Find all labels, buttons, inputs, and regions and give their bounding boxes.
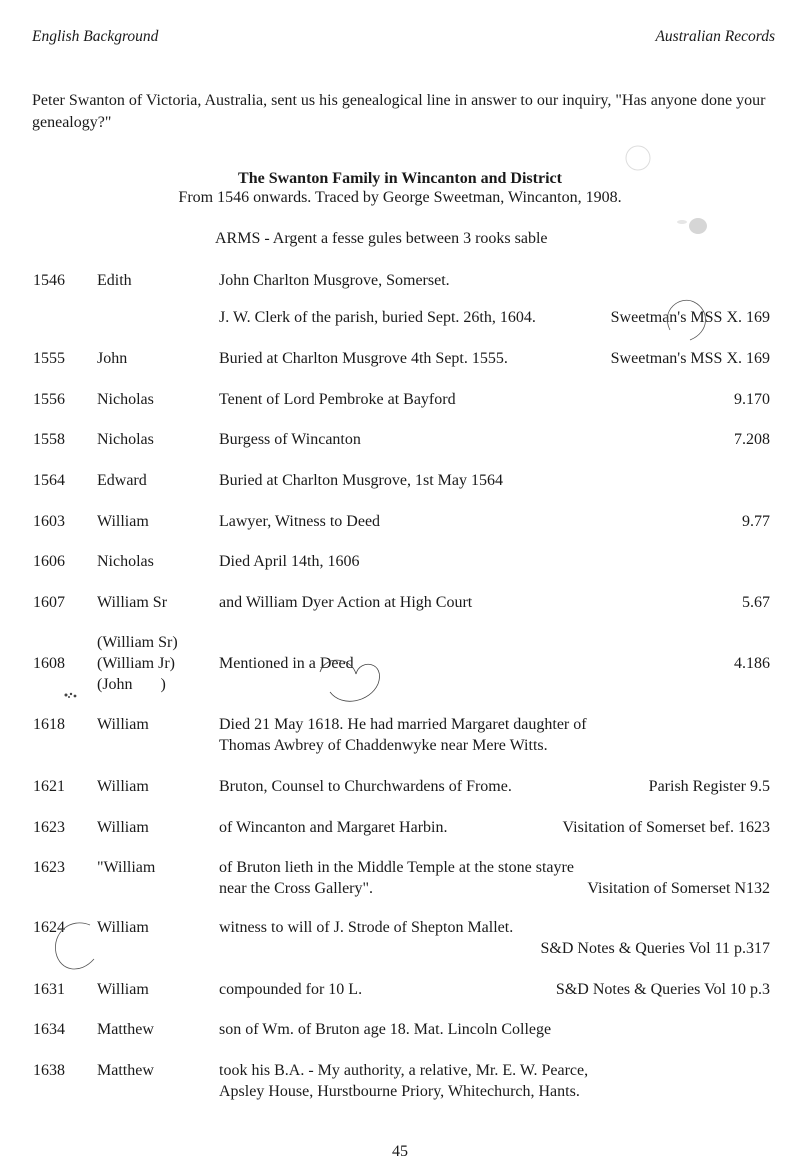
entry-description: took his B.A. - My authority, a relative, Mr. E. W. Pearce, [219, 1062, 589, 1079]
entry-reference: 9.77 [742, 513, 770, 530]
entry-name: (William Jr) [97, 655, 175, 672]
entry-description: Apsley House, Hurstbourne Priory, Whitechurch, Hants. [219, 1083, 580, 1100]
entry-description: near the Cross Gallery". [219, 880, 374, 897]
entry-year: 1608 [33, 655, 65, 672]
entry-reference: S&D Notes & Queries Vol 10 p.3 [555, 981, 770, 998]
entry-reference: 7.208 [734, 431, 770, 448]
running-header-left: English Background [32, 28, 159, 45]
entry-year: 1618 [33, 716, 65, 733]
entry-year: 1631 [33, 981, 65, 998]
entry-reference: 9.170 [734, 391, 770, 408]
entry-reference: 4.186 [734, 655, 770, 672]
entry-name: Matthew [97, 1062, 154, 1079]
entry-description: Tenent of Lord Pembroke at Bayford [219, 391, 456, 408]
entry-year: 1624 [33, 919, 65, 936]
document-subtitle: From 1546 onwards. Traced by George Sweetman, Wincanton, 1908. [178, 189, 622, 206]
entry-reference: Visitation of Somerset N132 [587, 880, 770, 897]
entry-name: (John ) [97, 676, 166, 693]
intro-paragraph: Peter Swanton of Victoria, Australia, sent us his genealogical line in answer to our inquiry, "Has anyone done your genealogy?" [32, 92, 766, 131]
entry-year: 1564 [33, 472, 65, 489]
entry-year: 1556 [33, 391, 65, 408]
entry-name: Matthew [97, 1021, 154, 1038]
entry-description: Lawyer, Witness to Deed [219, 513, 381, 530]
entry-description: Mentioned in a Deed [219, 655, 354, 672]
entry-description: of Wincanton and Margaret Harbin. [219, 819, 448, 836]
entry-name: Nicholas [97, 391, 154, 408]
entry-year: 1558 [33, 431, 65, 448]
entry-reference: 5.67 [742, 594, 770, 611]
entry-year: 1621 [33, 778, 65, 795]
entry-name: Edith [97, 272, 132, 289]
entry-reference: Sweetman's MSS X. 169 [610, 309, 770, 326]
entry-name: William [97, 981, 149, 998]
entry-description: and William Dyer Action at High Court [219, 594, 473, 611]
entry-description: Died 21 May 1618. He had married Margaret daughter of [219, 716, 587, 733]
entry-name: "William [97, 859, 156, 876]
entry-description: Died April 14th, 1606 [219, 553, 360, 570]
entry-description: Buried at Charlton Musgrove, 1st May 1564 [219, 472, 503, 489]
entry-name: William [97, 819, 149, 836]
entry-description: Burgess of Wincanton [219, 431, 361, 448]
entry-description: Thomas Awbrey of Chaddenwyke near Mere Witts. [219, 737, 548, 754]
page-number: 45 [392, 1143, 408, 1160]
document-title: The Swanton Family in Wincanton and District [238, 170, 562, 187]
entry-year: 1606 [33, 553, 65, 570]
entry-description: Bruton, Counsel to Churchwardens of Frome. [219, 778, 512, 795]
entry-name: William [97, 778, 149, 795]
entry-name: Edward [97, 472, 147, 489]
entry-year: 1623 [33, 859, 65, 876]
entry-description: Buried at Charlton Musgrove 4th Sept. 1555. [219, 350, 508, 367]
entry-description: witness to will of J. Strode of Shepton Mallet. [219, 919, 514, 936]
entry-year: 1603 [33, 513, 65, 530]
entry-reference: Visitation of Somerset bef. 1623 [562, 819, 770, 836]
entry-year: 1638 [33, 1062, 65, 1079]
entry-name: William [97, 716, 149, 733]
entry-name: William [97, 513, 149, 530]
entry-year: 1634 [33, 1021, 65, 1038]
entry-year: 1546 [33, 272, 65, 289]
entry-description: of Bruton lieth in the Middle Temple at the stone stayre [219, 859, 574, 876]
entry-description: compounded for 10 L. [219, 981, 363, 998]
entry-name: (William Sr) [97, 634, 178, 651]
entry-name: Nicholas [97, 553, 154, 570]
entry-name: William [97, 919, 149, 936]
entry-description: J. W. Clerk of the parish, buried Sept. 26th, 1604. [219, 309, 536, 326]
entry-name: Nicholas [97, 431, 154, 448]
entry-reference: Sweetman's MSS X. 169 [610, 350, 770, 367]
arms-line: ARMS - Argent a fesse gules between 3 rooks sable [215, 230, 548, 247]
entry-year: 1555 [33, 350, 65, 367]
entry-year: 1623 [33, 819, 65, 836]
entry-description: John Charlton Musgrove, Somerset. [219, 272, 450, 289]
entry-reference: Parish Register 9.5 [648, 778, 770, 795]
entry-name: William Sr [97, 594, 168, 611]
entry-description: son of Wm. of Bruton age 18. Mat. Lincoln College [219, 1021, 552, 1038]
entry-year: 1607 [33, 594, 65, 611]
entry-reference: S&D Notes & Queries Vol 11 p.317 [540, 940, 770, 957]
running-header-right: Australian Records [655, 28, 775, 45]
entry-name: John [97, 350, 128, 367]
